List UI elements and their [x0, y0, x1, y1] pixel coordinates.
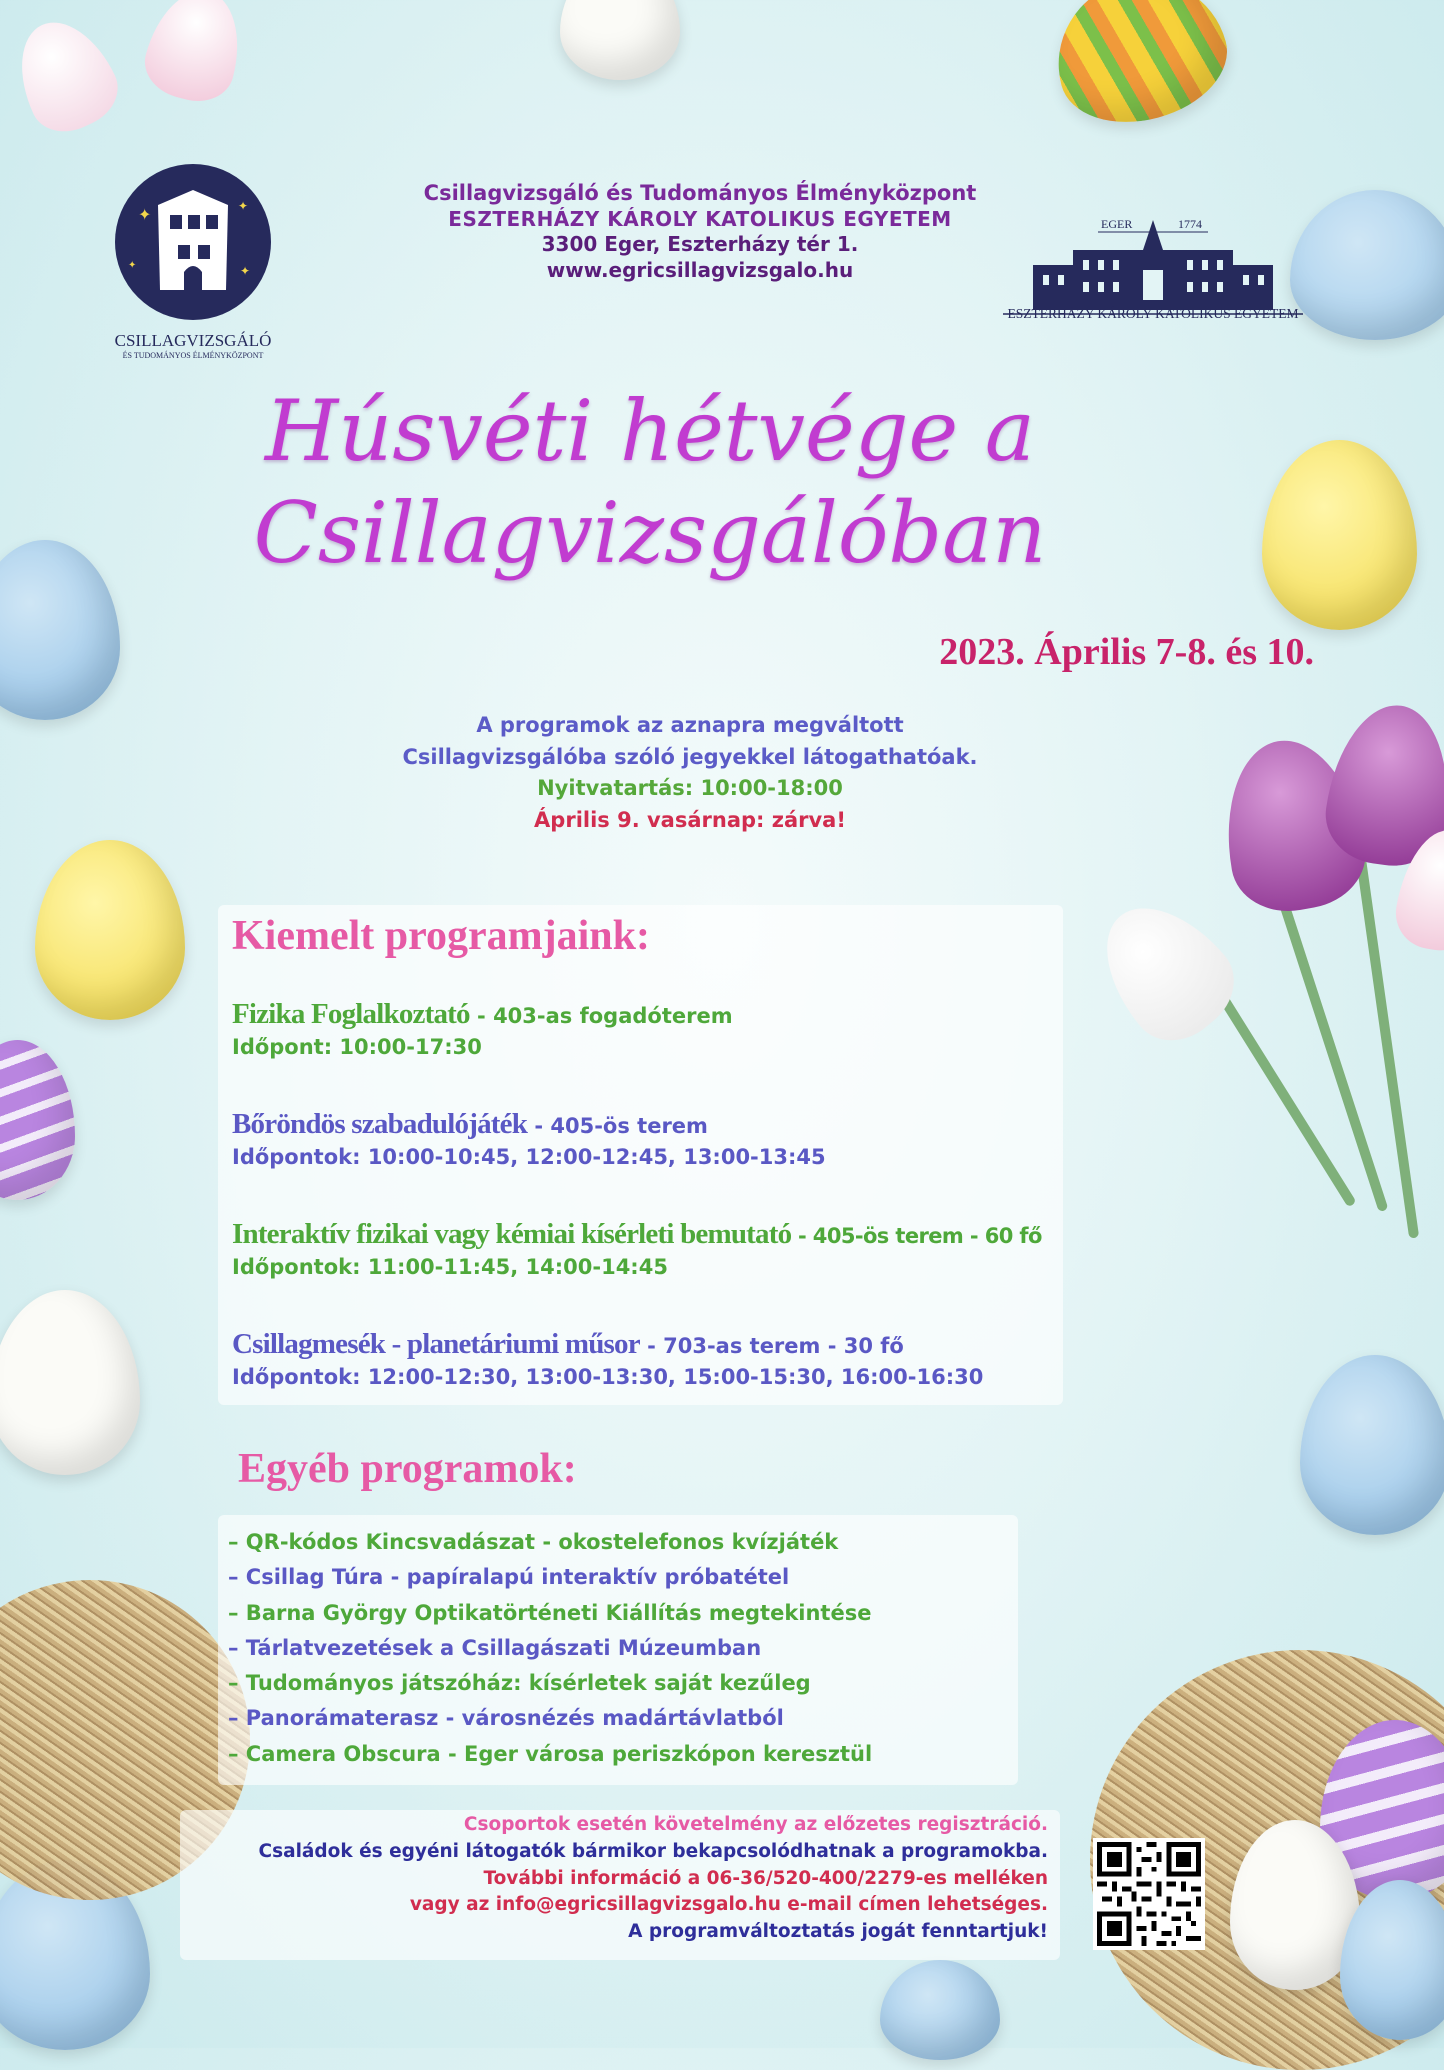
program-name: Fizika Foglalkoztató [232, 998, 470, 1030]
page-title [150, 380, 1150, 585]
program-detail: - 405-ös terem - 60 fő [791, 1224, 1042, 1248]
easter-egg-decoration [1290, 190, 1444, 340]
qr-code-icon[interactable] [1093, 1838, 1205, 1950]
intro-text [240, 710, 1140, 836]
opening-hours: Nyitvatartás: 10:00-18:00 [537, 776, 843, 800]
tulip-decoration [1078, 881, 1252, 1059]
program-name: Bőröndös szabadulójáték [232, 1108, 528, 1140]
easter-egg-decoration [35, 840, 185, 1020]
list-item: – Panorámaterasz - városnézés madártávlatból [228, 1706, 784, 1731]
svg-text:✦: ✦ [240, 264, 251, 278]
program-item [232, 1218, 1082, 1279]
logo-right-name: ESZTERHÁZY KÁROLY KATOLIKUS EGYETEM [1007, 306, 1299, 321]
closed-notice: Április 9. vasárnap: zárva! [534, 807, 846, 832]
program-name: Interaktív fizikai vagy kémiai kísérleti bemutató [232, 1218, 792, 1250]
program-name: Csillagmesék - planetáriumi műsor [232, 1328, 640, 1360]
title-line-2: Csillagvizsgálóban [253, 484, 1047, 583]
list-item: – QR-kódos Kincsvadászat - okostelefonos kvízjáték [228, 1530, 839, 1554]
svg-text:✦: ✦ [238, 199, 249, 213]
program-detail: - 703-as terem - 30 fő [639, 1334, 904, 1358]
program-time: Időpontok: 10:00-10:45, 12:00-12:45, 13:00-13:45 [232, 1145, 826, 1169]
footer-line-2: Családok és egyéni látogatók bármikor bekapcsolódhatnak a programokba. [258, 1840, 1048, 1862]
easter-egg-decoration [0, 1290, 140, 1475]
easter-egg-decoration [0, 540, 120, 720]
featured-programs-title: Kiemelt programjaink: [232, 913, 650, 959]
list-item: – Csillag Túra - papíralapú interaktív próbatétel [228, 1565, 790, 1590]
program-item [232, 1328, 1082, 1389]
easter-egg-decoration [1300, 1355, 1444, 1535]
footer-line-4: vagy az info@egricsillagvizsgalo.hu e-mail címen lehetséges. [409, 1894, 1048, 1916]
easter-egg-decoration [880, 1960, 1000, 2060]
logo-right-city: EGER [1101, 217, 1133, 231]
university-logo [1003, 210, 1303, 330]
header-address: 3300 Eger, Eszterházy tér 1. [541, 232, 859, 257]
easter-egg-decoration [1262, 440, 1417, 630]
tulip-decoration [137, 0, 252, 110]
header-info [340, 180, 1060, 284]
program-time: Időpont: 10:00-17:30 [232, 1035, 482, 1059]
title-line-1: Húsvéti hétvége a [265, 382, 1035, 480]
header-line-2: ESZTERHÁZY KÁROLY KATOLIKUS EGYETEM [448, 206, 952, 231]
intro-line-2: Csillagvizsgálóba szóló jegyekkel látogathatóak. [402, 744, 978, 769]
footer-line-5: A programváltoztatás jogát fenntartjuk! [628, 1921, 1048, 1943]
program-detail: - 405-ös terem [527, 1114, 708, 1138]
program-item [232, 1108, 1082, 1169]
tulip-decoration [1, 6, 129, 144]
program-detail: - 403-as fogadóterem [469, 1004, 733, 1028]
observatory-tower-icon [98, 160, 288, 325]
easter-egg-decoration [1040, 0, 1240, 140]
logo-left-subtitle: ÉS TUDOMÁNYOS ÉLMÉNYKÖZPONT [122, 351, 264, 360]
other-programs-list [228, 1525, 1048, 1772]
program-item [232, 998, 1082, 1059]
footer-line-3: További információ a 06-36/520-400/2279-es melléken [483, 1867, 1048, 1889]
list-item: – Camera Obscura - Eger városa periszkópon keresztül [228, 1741, 873, 1766]
event-date: 2023. Április 7-8. és 10. [939, 631, 1314, 673]
logo-left-name: CSILLAGVIZSGÁLÓ [114, 331, 272, 350]
list-item: – Tudományos játszóház: kísérletek saját kezűleg [228, 1671, 811, 1696]
logo-right-year: 1774 [1178, 217, 1202, 231]
easter-egg-decoration [0, 1040, 75, 1200]
footer-info [180, 1812, 1048, 1946]
list-item: – Tárlatvezetések a Csillagászati Múzeumban [228, 1635, 762, 1660]
header-line-1: Csillagvizsgáló és Tudományos Élményközpont [423, 181, 977, 205]
program-time: Időpontok: 11:00-11:45, 14:00-14:45 [232, 1255, 668, 1279]
footer-line-1: Csoportok esetén követelmény az előzetes regisztráció. [463, 1814, 1048, 1835]
intro-line-1: A programok az aznapra megváltott [476, 713, 904, 737]
list-item: – Barna György Optikatörténeti Kiállítás megtekintése [228, 1600, 872, 1625]
svg-text:✦: ✦ [138, 205, 152, 224]
header-website[interactable]: www.egricsillagvizsgalo.hu [546, 258, 854, 283]
svg-text:✦: ✦ [128, 260, 137, 271]
easter-egg-decoration [560, 0, 680, 80]
program-time: Időpontok: 12:00-12:30, 13:00-13:30, 15:00-15:30, 16:00-16:30 [232, 1365, 984, 1389]
other-programs-title: Egyéb programok: [238, 1446, 577, 1492]
observatory-logo [98, 160, 288, 360]
